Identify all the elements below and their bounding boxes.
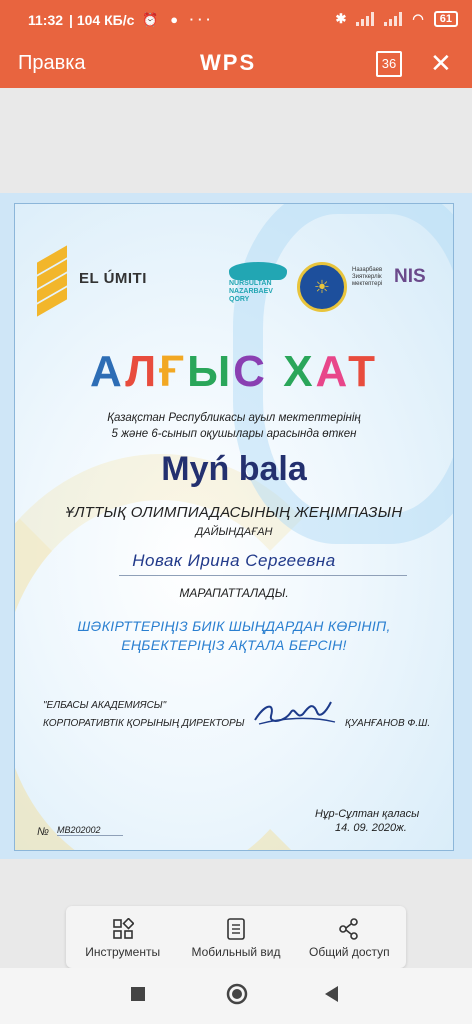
status-time: 11:32 — [28, 12, 64, 28]
tools-icon — [112, 915, 134, 943]
bottom-toolbar — [66, 906, 406, 968]
document-viewport[interactable] — [0, 193, 472, 859]
share-icon — [338, 915, 360, 943]
nis-logo-small-text: Назарбаев Зияткерлік мектептері — [352, 266, 383, 287]
wish-line-1: ШӘКІРТТЕРІҢІЗ БИІК ШЫҢДАРДАН КӨРІНІП, — [77, 618, 391, 634]
el-umiti-logo — [37, 246, 147, 310]
bluetooth-icon: ✱ — [335, 11, 347, 26]
nq-logo-text: NURSULTAN NAZARBAEV QORY — [229, 280, 273, 303]
share-label: Общий доступ — [309, 945, 390, 959]
tools-button[interactable] — [66, 906, 179, 968]
title-space — [268, 347, 283, 396]
academy-name: "ЕЛБАСЫ АКАДЕМИЯСЫ" — [43, 700, 167, 711]
title-letter: Т — [348, 347, 379, 396]
nis-logo — [352, 266, 426, 288]
subtitle-2: 5 және 6-сынып оқушылары арасында өткен — [111, 428, 357, 440]
signature-icon — [251, 694, 337, 734]
recent-apps-icon[interactable] — [130, 986, 146, 1002]
battery-icon: 61 — [434, 11, 458, 27]
title-letter: Ы — [187, 347, 234, 396]
mobile-view-icon — [225, 915, 247, 943]
name-underline — [119, 575, 407, 576]
certificate-title — [15, 347, 453, 397]
title-letter: С — [233, 347, 268, 396]
share-button[interactable] — [293, 906, 406, 968]
nis-logo-text: NIS — [394, 266, 426, 287]
mobile-view-button[interactable] — [179, 906, 292, 968]
el-umiti-mark-icon — [37, 246, 73, 310]
tools-label: Инструменты — [85, 945, 161, 959]
title-letter: Ғ — [159, 347, 188, 396]
certificate — [14, 203, 454, 851]
brand-title: Myń bala — [161, 450, 307, 488]
director-title: КОРПОРАТИВТІК ҚОРЫНЫҢ ДИРЕКТОРЫ — [43, 718, 245, 729]
app-bar — [0, 40, 472, 88]
signatory-name: ҚУАНҒАНОВ Ф.Ш. — [345, 718, 431, 729]
title-letter: Х — [283, 347, 316, 396]
number-label: № — [37, 826, 49, 838]
title-letter: Л — [125, 347, 160, 396]
status-network-speed: | 104 КБ/с — [69, 12, 135, 28]
olympiad-line: ҰЛТТЫҚ ОЛИМПИАДАСЫНЫҢ ЖЕҢІМПАЗЫН — [65, 504, 403, 521]
wifi-icon: ◠ — [412, 11, 424, 26]
el-umiti-label: EL ÚMITI — [79, 269, 147, 287]
signal-icon — [356, 12, 374, 26]
close-icon[interactable]: ✕ — [430, 48, 452, 78]
title-letter: А — [89, 347, 126, 396]
wps-logo: WPS — [200, 50, 257, 75]
wave-icon — [229, 262, 287, 280]
date-text: 14. 09. 2020ж. — [335, 822, 407, 834]
status-notification-icons: ⏰ ● ··· — [142, 12, 215, 27]
wish-line-2: ЕҢБЕКТЕРІҢІЗ АҚТАЛА БЕРСІН! — [121, 637, 347, 653]
prepared-line: ДАЙЫНДАҒАН — [195, 526, 273, 538]
page-count-button[interactable]: 36 — [376, 51, 402, 77]
signal-icon-2 — [384, 12, 402, 26]
status-right — [336, 11, 459, 27]
status-bar — [0, 0, 472, 40]
mobile-view-label: Мобильный вид — [191, 945, 281, 959]
home-icon[interactable] — [226, 983, 248, 1005]
recipient-name: Новак Ирина Сергеевна — [132, 551, 336, 570]
title-letter: А — [315, 347, 349, 396]
seal-logo-icon: ☀ — [297, 262, 347, 312]
city-text: Нұр-Сұлтан қаласы — [315, 808, 420, 820]
navigation-bar — [0, 968, 472, 1024]
certificate-number: MB202002 — [57, 825, 123, 836]
subtitle-1: Қазақстан Республикасы ауыл мектептерінің — [107, 412, 361, 424]
nursultan-nazarbaev-qory-logo — [229, 262, 291, 304]
edit-button[interactable]: Правка — [18, 52, 86, 74]
back-icon[interactable] — [324, 985, 340, 1003]
awarded-text: МАРАПАТТАЛАДЫ. — [179, 586, 289, 600]
